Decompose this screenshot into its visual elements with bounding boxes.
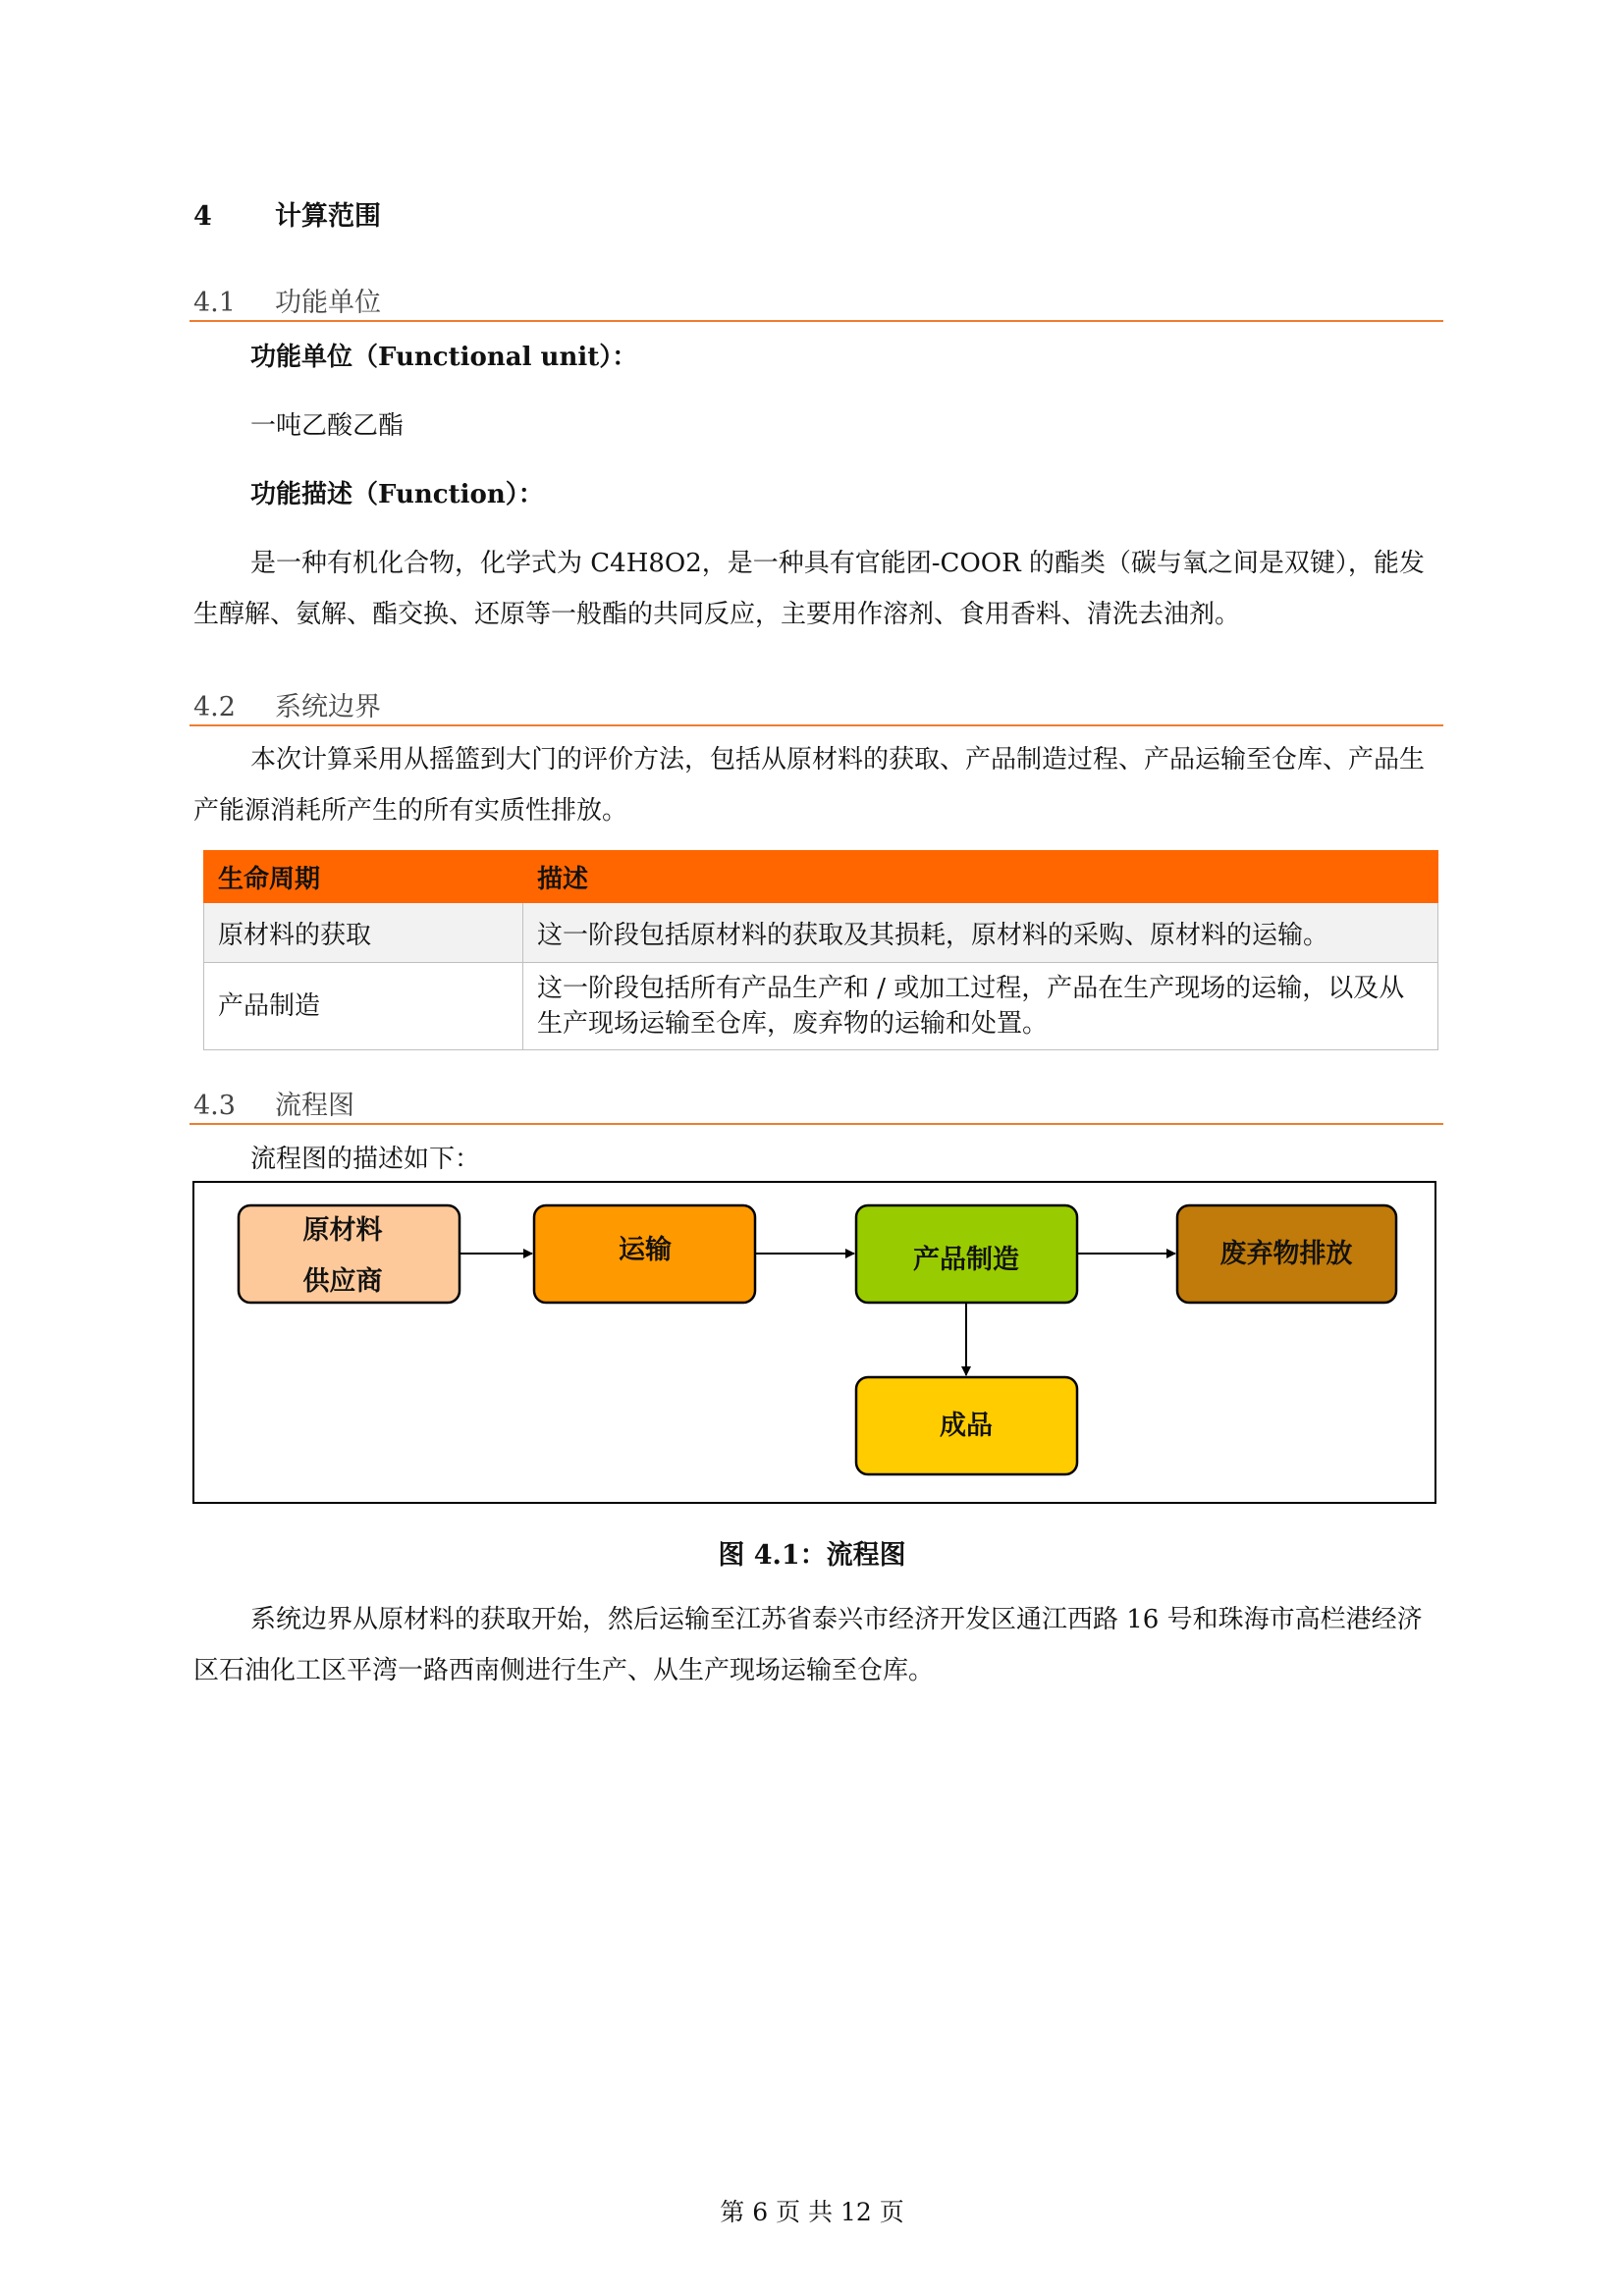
section-title: 计算范围 (275, 201, 381, 232)
table-header-stage: 生命周期 (204, 851, 523, 903)
heading-rule (189, 724, 1443, 726)
functional-unit-label: 功能单位（Functional unit）： (250, 343, 638, 372)
functional-unit-value: 一吨乙酸乙酯 (250, 411, 405, 441)
subsection-number: 4.1 (193, 288, 236, 318)
page-footer: 第 6 页 共 12 页 (720, 2198, 904, 2226)
table-row (204, 963, 1438, 1050)
heading-rule (189, 1123, 1443, 1125)
section-number: 4 (193, 201, 212, 232)
function-label: 功能描述（Function）： (250, 480, 544, 509)
table-cell-desc: 这一阶段包括原材料的获取及其损耗，原材料的采购、原材料的运输。 (523, 903, 1438, 963)
subsection-number: 4.3 (193, 1091, 236, 1121)
figure-caption: 图 4.1：流程图 (718, 1540, 906, 1571)
table-header-row (204, 851, 1438, 903)
table-cell-stage: 原材料的获取 (204, 903, 523, 963)
table-cell-stage: 产品制造 (204, 963, 523, 1050)
subsection-heading-4-3 (193, 1084, 1443, 1122)
flowchart-intro: 流程图的描述如下： (250, 1145, 481, 1174)
waste-label: 废弃物排放 (1219, 1239, 1353, 1269)
supplier-label-line2: 供应商 (302, 1266, 383, 1297)
subsection-title: 流程图 (275, 1091, 354, 1121)
manufacture-label: 产品制造 (913, 1245, 1019, 1275)
table-cell-desc: 这一阶段包括所有产品生产和 / 或加工过程，产品在生产现场的运输，以及从生产现场运输至仓库，废弃物的运输和处置。 (523, 963, 1438, 1050)
product-label: 成品 (940, 1411, 993, 1441)
lifecycle-table (203, 850, 1438, 1050)
subsection-heading-4-2 (193, 685, 1443, 723)
flowchart (192, 1181, 1436, 1504)
flowchart-outro: 系统边界从原材料的获取开始，然后运输至江苏省泰兴市经济开发区通江西路 16 号和珠海市高栏港经济区石油化工区平湾一路西南侧进行生产、从生产现场运输至仓库。 (193, 1605, 1423, 1685)
system-boundary-intro: 本次计算采用从摇篮到大门的评价方法，包括从原材料的获取、产品制造过程、产品运输至仓库、产品生产能源消耗所产生的所有实质性排放。 (193, 745, 1426, 826)
subsection-title: 系统边界 (275, 692, 381, 722)
transport-label: 运输 (619, 1235, 672, 1265)
function-description: 是一种有机化合物，化学式为 C4H8O2，是一种具有官能团-COOR 的酯类（碳与氧之间是双键），能发生醇解、氨解、酯交换、还原等一般酯的共同反应，主要用作溶剂、食用香料、清洗去油剂。 (193, 549, 1425, 629)
table-header-desc: 描述 (523, 851, 1438, 903)
subsection-title: 功能单位 (275, 288, 381, 318)
supplier-label-line1: 原材料 (302, 1215, 383, 1246)
table-row (204, 903, 1438, 963)
subsection-heading-4-1 (193, 281, 1443, 319)
heading-rule (189, 320, 1443, 322)
section-heading (193, 194, 381, 233)
subsection-number: 4.2 (193, 692, 236, 722)
